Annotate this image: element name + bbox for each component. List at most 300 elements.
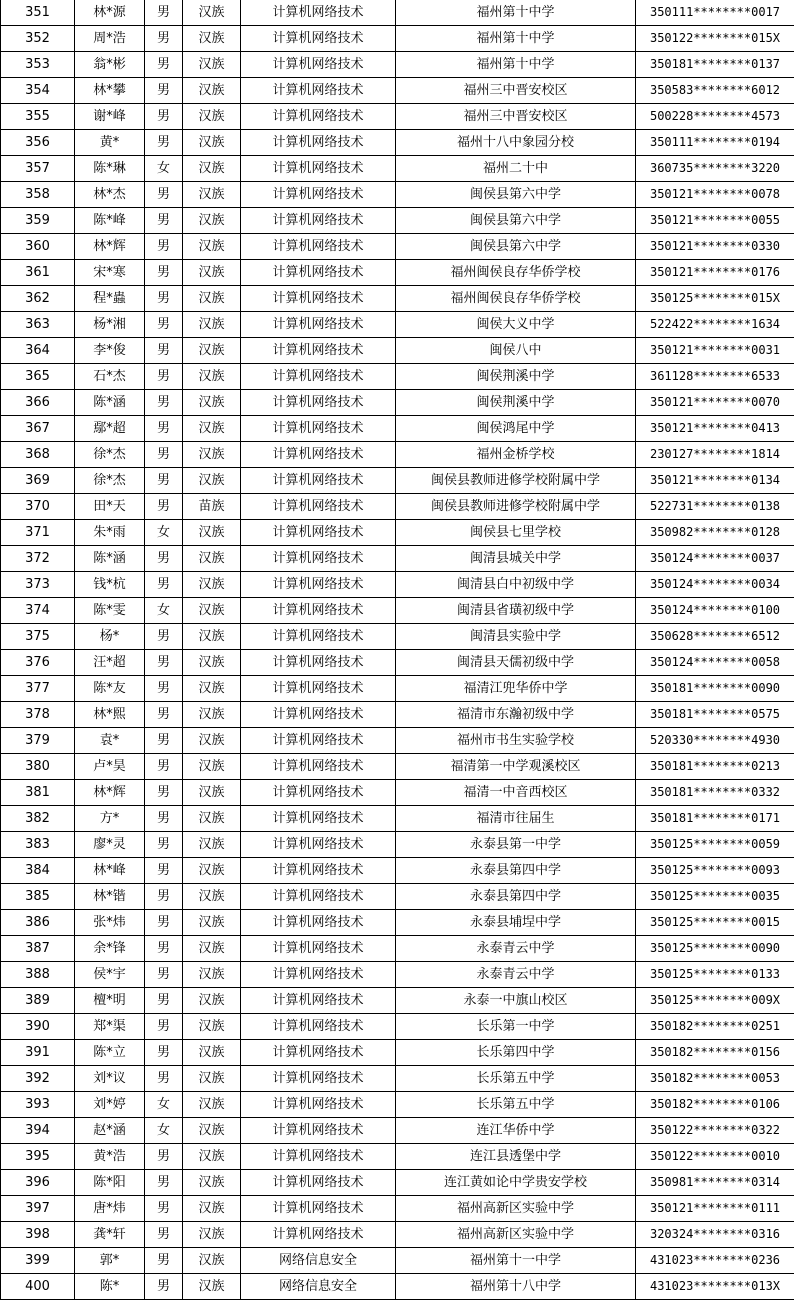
- table-row: [1, 234, 794, 260]
- ethnicity-cell: 汉族: [183, 624, 241, 650]
- gender-cell: 女: [145, 156, 183, 182]
- major-cell: 计算机网络技术: [241, 624, 396, 650]
- major-cell: 计算机网络技术: [241, 1222, 396, 1248]
- row-number-cell: 355: [1, 104, 75, 130]
- school-cell: 闽侯荆溪中学: [396, 364, 636, 390]
- gender-cell: 男: [145, 390, 183, 416]
- table-row: [1, 1118, 794, 1144]
- ethnicity-cell: 汉族: [183, 1274, 241, 1300]
- table-row: [1, 650, 794, 676]
- ethnicity-cell: 汉族: [183, 832, 241, 858]
- major-cell: 网络信息安全: [241, 1274, 396, 1300]
- ethnicity-cell: 汉族: [183, 572, 241, 598]
- id-number-cell: 350121********0111: [636, 1196, 794, 1222]
- major-cell: 计算机网络技术: [241, 286, 396, 312]
- id-number-cell: 350111********0194: [636, 130, 794, 156]
- table-row: [1, 806, 794, 832]
- id-number-cell: 350124********0037: [636, 546, 794, 572]
- id-number-cell: 350125********0015: [636, 910, 794, 936]
- ethnicity-cell: 汉族: [183, 104, 241, 130]
- table-row: [1, 312, 794, 338]
- ethnicity-cell: 汉族: [183, 0, 241, 26]
- ethnicity-cell: 汉族: [183, 676, 241, 702]
- gender-cell: 男: [145, 1014, 183, 1040]
- ethnicity-cell: 汉族: [183, 1144, 241, 1170]
- row-number-cell: 351: [1, 0, 75, 26]
- table-row: [1, 1274, 794, 1300]
- table-row: [1, 728, 794, 754]
- table-row: [1, 156, 794, 182]
- major-cell: 计算机网络技术: [241, 0, 396, 26]
- table-row: [1, 0, 794, 26]
- school-cell: 连江黄如论中学贵安学校: [396, 1170, 636, 1196]
- school-cell: 福州第十八中学: [396, 1274, 636, 1300]
- gender-cell: 男: [145, 104, 183, 130]
- school-cell: 闽清县省璜初级中学: [396, 598, 636, 624]
- student-name-cell: 杨*湘: [75, 312, 145, 338]
- school-cell: 闽清县实验中学: [396, 624, 636, 650]
- row-number-cell: 373: [1, 572, 75, 598]
- student-name-cell: 田*天: [75, 494, 145, 520]
- school-cell: 长乐第五中学: [396, 1066, 636, 1092]
- id-number-cell: 350111********0017: [636, 0, 794, 26]
- table-row: [1, 26, 794, 52]
- major-cell: 计算机网络技术: [241, 104, 396, 130]
- ethnicity-cell: 汉族: [183, 650, 241, 676]
- student-name-cell: 余*锋: [75, 936, 145, 962]
- major-cell: 计算机网络技术: [241, 676, 396, 702]
- student-name-cell: 陈*雯: [75, 598, 145, 624]
- school-cell: 闽侯县第六中学: [396, 234, 636, 260]
- row-number-cell: 375: [1, 624, 75, 650]
- student-name-cell: 侯*宇: [75, 962, 145, 988]
- school-cell: 福州闽侯良存华侨学校: [396, 286, 636, 312]
- id-number-cell: 350125********0093: [636, 858, 794, 884]
- row-number-cell: 366: [1, 390, 75, 416]
- school-cell: 长乐第四中学: [396, 1040, 636, 1066]
- table-row: [1, 754, 794, 780]
- row-number-cell: 374: [1, 598, 75, 624]
- gender-cell: 男: [145, 884, 183, 910]
- gender-cell: 男: [145, 338, 183, 364]
- row-number-cell: 367: [1, 416, 75, 442]
- ethnicity-cell: 汉族: [183, 728, 241, 754]
- gender-cell: 男: [145, 1144, 183, 1170]
- ethnicity-cell: 汉族: [183, 208, 241, 234]
- major-cell: 计算机网络技术: [241, 520, 396, 546]
- gender-cell: 男: [145, 1274, 183, 1300]
- major-cell: 计算机网络技术: [241, 1066, 396, 1092]
- id-number-cell: 350125********009X: [636, 988, 794, 1014]
- gender-cell: 男: [145, 962, 183, 988]
- table-row: [1, 832, 794, 858]
- school-cell: 永泰县第一中学: [396, 832, 636, 858]
- gender-cell: 男: [145, 1222, 183, 1248]
- student-name-cell: 陈*琳: [75, 156, 145, 182]
- table-row: [1, 416, 794, 442]
- major-cell: 计算机网络技术: [241, 234, 396, 260]
- table-row: [1, 208, 794, 234]
- student-name-cell: 陈*立: [75, 1040, 145, 1066]
- major-cell: 计算机网络技术: [241, 546, 396, 572]
- gender-cell: 男: [145, 728, 183, 754]
- table-row: [1, 494, 794, 520]
- row-number-cell: 381: [1, 780, 75, 806]
- row-number-cell: 380: [1, 754, 75, 780]
- major-cell: 计算机网络技术: [241, 650, 396, 676]
- ethnicity-cell: 汉族: [183, 416, 241, 442]
- row-number-cell: 359: [1, 208, 75, 234]
- ethnicity-cell: 汉族: [183, 338, 241, 364]
- id-number-cell: 350181********0332: [636, 780, 794, 806]
- id-number-cell: 431023********013X: [636, 1274, 794, 1300]
- gender-cell: 男: [145, 1248, 183, 1274]
- school-cell: 永泰县第四中学: [396, 858, 636, 884]
- row-number-cell: 386: [1, 910, 75, 936]
- gender-cell: 男: [145, 130, 183, 156]
- major-cell: 计算机网络技术: [241, 1118, 396, 1144]
- id-number-cell: 522731********0138: [636, 494, 794, 520]
- table-row: [1, 52, 794, 78]
- school-cell: 福州金桥学校: [396, 442, 636, 468]
- major-cell: 计算机网络技术: [241, 858, 396, 884]
- id-number-cell: 350182********0106: [636, 1092, 794, 1118]
- ethnicity-cell: 汉族: [183, 468, 241, 494]
- ethnicity-cell: 汉族: [183, 1222, 241, 1248]
- row-number-cell: 388: [1, 962, 75, 988]
- school-cell: 福州高新区实验中学: [396, 1196, 636, 1222]
- table-row: [1, 338, 794, 364]
- major-cell: 计算机网络技术: [241, 728, 396, 754]
- table-row: [1, 1248, 794, 1274]
- major-cell: 计算机网络技术: [241, 260, 396, 286]
- major-cell: 计算机网络技术: [241, 338, 396, 364]
- school-cell: 福州第十中学: [396, 26, 636, 52]
- school-cell: 福州闽侯良存华侨学校: [396, 260, 636, 286]
- student-name-cell: 郭*: [75, 1248, 145, 1274]
- ethnicity-cell: 汉族: [183, 234, 241, 260]
- school-cell: 福清第一中学观溪校区: [396, 754, 636, 780]
- id-number-cell: 350122********015X: [636, 26, 794, 52]
- id-number-cell: 350181********0575: [636, 702, 794, 728]
- table-row: [1, 962, 794, 988]
- id-number-cell: 350583********6012: [636, 78, 794, 104]
- table-row: [1, 702, 794, 728]
- gender-cell: 女: [145, 1118, 183, 1144]
- ethnicity-cell: 汉族: [183, 780, 241, 806]
- id-number-cell: 350121********0055: [636, 208, 794, 234]
- ethnicity-cell: 汉族: [183, 520, 241, 546]
- ethnicity-cell: 汉族: [183, 754, 241, 780]
- student-name-cell: 陈*涵: [75, 390, 145, 416]
- table-row: [1, 988, 794, 1014]
- gender-cell: 男: [145, 780, 183, 806]
- student-name-cell: 檀*明: [75, 988, 145, 1014]
- major-cell: 计算机网络技术: [241, 78, 396, 104]
- school-cell: 闽侯八中: [396, 338, 636, 364]
- row-number-cell: 390: [1, 1014, 75, 1040]
- student-name-cell: 方*: [75, 806, 145, 832]
- gender-cell: 男: [145, 702, 183, 728]
- school-cell: 福州第十中学: [396, 52, 636, 78]
- table-row: [1, 598, 794, 624]
- row-number-cell: 368: [1, 442, 75, 468]
- id-number-cell: 350181********0171: [636, 806, 794, 832]
- gender-cell: 男: [145, 416, 183, 442]
- row-number-cell: 353: [1, 52, 75, 78]
- table-row: [1, 676, 794, 702]
- gender-cell: 男: [145, 0, 183, 26]
- major-cell: 计算机网络技术: [241, 1014, 396, 1040]
- major-cell: 计算机网络技术: [241, 1092, 396, 1118]
- table-row: [1, 624, 794, 650]
- major-cell: 计算机网络技术: [241, 442, 396, 468]
- student-name-cell: 陈*阳: [75, 1170, 145, 1196]
- school-cell: 长乐第一中学: [396, 1014, 636, 1040]
- school-cell: 永泰青云中学: [396, 962, 636, 988]
- student-name-cell: 陈*峰: [75, 208, 145, 234]
- ethnicity-cell: 汉族: [183, 858, 241, 884]
- school-cell: 福清市往届生: [396, 806, 636, 832]
- row-number-cell: 358: [1, 182, 75, 208]
- id-number-cell: 350125********0090: [636, 936, 794, 962]
- major-cell: 计算机网络技术: [241, 26, 396, 52]
- gender-cell: 男: [145, 234, 183, 260]
- id-number-cell: 350125********0035: [636, 884, 794, 910]
- id-number-cell: 361128********6533: [636, 364, 794, 390]
- ethnicity-cell: 汉族: [183, 26, 241, 52]
- row-number-cell: 376: [1, 650, 75, 676]
- ethnicity-cell: 汉族: [183, 1066, 241, 1092]
- id-number-cell: 350121********0413: [636, 416, 794, 442]
- id-number-cell: 350181********0213: [636, 754, 794, 780]
- school-cell: 福州十八中象园分校: [396, 130, 636, 156]
- major-cell: 计算机网络技术: [241, 1170, 396, 1196]
- table-row: [1, 1014, 794, 1040]
- table-row: [1, 1222, 794, 1248]
- school-cell: 闽清县天儒初级中学: [396, 650, 636, 676]
- student-name-cell: 钱*杭: [75, 572, 145, 598]
- school-cell: 闽侯县教师进修学校附属中学: [396, 494, 636, 520]
- id-number-cell: 350124********0034: [636, 572, 794, 598]
- table-row: [1, 130, 794, 156]
- ethnicity-cell: 汉族: [183, 806, 241, 832]
- student-name-cell: 程*蟲: [75, 286, 145, 312]
- student-name-cell: 林*杰: [75, 182, 145, 208]
- school-cell: 闽侯大义中学: [396, 312, 636, 338]
- id-number-cell: 350121********0078: [636, 182, 794, 208]
- ethnicity-cell: 苗族: [183, 494, 241, 520]
- major-cell: 计算机网络技术: [241, 572, 396, 598]
- student-name-cell: 林*峰: [75, 858, 145, 884]
- gender-cell: 男: [145, 910, 183, 936]
- row-number-cell: 354: [1, 78, 75, 104]
- gender-cell: 男: [145, 546, 183, 572]
- school-cell: 福州三中晋安校区: [396, 78, 636, 104]
- major-cell: 计算机网络技术: [241, 1144, 396, 1170]
- gender-cell: 男: [145, 1040, 183, 1066]
- gender-cell: 男: [145, 754, 183, 780]
- school-cell: 连江华侨中学: [396, 1118, 636, 1144]
- gender-cell: 女: [145, 520, 183, 546]
- ethnicity-cell: 汉族: [183, 884, 241, 910]
- row-number-cell: 356: [1, 130, 75, 156]
- school-cell: 闽清县城关中学: [396, 546, 636, 572]
- major-cell: 计算机网络技术: [241, 156, 396, 182]
- id-number-cell: 350181********0137: [636, 52, 794, 78]
- table-row: [1, 1196, 794, 1222]
- table-row: [1, 858, 794, 884]
- id-number-cell: 320324********0316: [636, 1222, 794, 1248]
- student-name-cell: 石*杰: [75, 364, 145, 390]
- ethnicity-cell: 汉族: [183, 546, 241, 572]
- row-number-cell: 362: [1, 286, 75, 312]
- ethnicity-cell: 汉族: [183, 702, 241, 728]
- major-cell: 计算机网络技术: [241, 364, 396, 390]
- gender-cell: 男: [145, 624, 183, 650]
- school-cell: 福州第十中学: [396, 0, 636, 26]
- major-cell: 计算机网络技术: [241, 1196, 396, 1222]
- major-cell: 计算机网络技术: [241, 988, 396, 1014]
- major-cell: 计算机网络技术: [241, 390, 396, 416]
- ethnicity-cell: 汉族: [183, 598, 241, 624]
- gender-cell: 女: [145, 1092, 183, 1118]
- id-number-cell: 350182********0156: [636, 1040, 794, 1066]
- table-row: [1, 546, 794, 572]
- id-number-cell: 431023********0236: [636, 1248, 794, 1274]
- student-name-cell: 廖*灵: [75, 832, 145, 858]
- school-cell: 闽侯县第六中学: [396, 208, 636, 234]
- student-name-cell: 翁*彬: [75, 52, 145, 78]
- table-row: [1, 260, 794, 286]
- major-cell: 计算机网络技术: [241, 754, 396, 780]
- row-number-cell: 372: [1, 546, 75, 572]
- major-cell: 计算机网络技术: [241, 962, 396, 988]
- table-row: [1, 1144, 794, 1170]
- gender-cell: 男: [145, 572, 183, 598]
- student-name-cell: 陈*涵: [75, 546, 145, 572]
- row-number-cell: 383: [1, 832, 75, 858]
- row-number-cell: 393: [1, 1092, 75, 1118]
- ethnicity-cell: 汉族: [183, 1092, 241, 1118]
- major-cell: 计算机网络技术: [241, 416, 396, 442]
- school-cell: 长乐第五中学: [396, 1092, 636, 1118]
- student-name-cell: 刘*婷: [75, 1092, 145, 1118]
- student-name-cell: 袁*: [75, 728, 145, 754]
- student-name-cell: 龚*轩: [75, 1222, 145, 1248]
- gender-cell: 男: [145, 78, 183, 104]
- table-row: [1, 364, 794, 390]
- row-number-cell: 364: [1, 338, 75, 364]
- ethnicity-cell: 汉族: [183, 442, 241, 468]
- school-cell: 永泰县埔埕中学: [396, 910, 636, 936]
- school-cell: 闽清县白中初级中学: [396, 572, 636, 598]
- ethnicity-cell: 汉族: [183, 1118, 241, 1144]
- major-cell: 计算机网络技术: [241, 312, 396, 338]
- id-number-cell: 350124********0100: [636, 598, 794, 624]
- row-number-cell: 384: [1, 858, 75, 884]
- row-number-cell: 365: [1, 364, 75, 390]
- table-row: [1, 884, 794, 910]
- student-name-cell: 徐*杰: [75, 442, 145, 468]
- gender-cell: 女: [145, 598, 183, 624]
- student-name-cell: 张*炜: [75, 910, 145, 936]
- gender-cell: 男: [145, 858, 183, 884]
- major-cell: 计算机网络技术: [241, 702, 396, 728]
- major-cell: 计算机网络技术: [241, 130, 396, 156]
- major-cell: 计算机网络技术: [241, 780, 396, 806]
- ethnicity-cell: 汉族: [183, 1196, 241, 1222]
- major-cell: 计算机网络技术: [241, 832, 396, 858]
- student-name-cell: 刘*议: [75, 1066, 145, 1092]
- ethnicity-cell: 汉族: [183, 312, 241, 338]
- ethnicity-cell: 汉族: [183, 910, 241, 936]
- school-cell: 福州二十中: [396, 156, 636, 182]
- gender-cell: 男: [145, 286, 183, 312]
- ethnicity-cell: 汉族: [183, 286, 241, 312]
- ethnicity-cell: 汉族: [183, 52, 241, 78]
- ethnicity-cell: 汉族: [183, 1014, 241, 1040]
- id-number-cell: 350182********0251: [636, 1014, 794, 1040]
- student-name-cell: 陈*: [75, 1274, 145, 1300]
- major-cell: 计算机网络技术: [241, 598, 396, 624]
- ethnicity-cell: 汉族: [183, 364, 241, 390]
- row-number-cell: 352: [1, 26, 75, 52]
- gender-cell: 男: [145, 650, 183, 676]
- school-cell: 福清江兜华侨中学: [396, 676, 636, 702]
- gender-cell: 男: [145, 208, 183, 234]
- ethnicity-cell: 汉族: [183, 156, 241, 182]
- ethnicity-cell: 汉族: [183, 1248, 241, 1274]
- school-cell: 福州三中晋安校区: [396, 104, 636, 130]
- row-number-cell: 391: [1, 1040, 75, 1066]
- major-cell: 计算机网络技术: [241, 884, 396, 910]
- row-number-cell: 394: [1, 1118, 75, 1144]
- id-number-cell: 350122********0010: [636, 1144, 794, 1170]
- major-cell: 计算机网络技术: [241, 52, 396, 78]
- student-name-cell: 林*攀: [75, 78, 145, 104]
- gender-cell: 男: [145, 260, 183, 286]
- row-number-cell: 379: [1, 728, 75, 754]
- school-cell: 闽侯鸿尾中学: [396, 416, 636, 442]
- student-name-cell: 李*俊: [75, 338, 145, 364]
- table-row: [1, 182, 794, 208]
- school-cell: 福州第十一中学: [396, 1248, 636, 1274]
- student-name-cell: 卢*昊: [75, 754, 145, 780]
- student-name-cell: 鄢*超: [75, 416, 145, 442]
- major-cell: 计算机网络技术: [241, 494, 396, 520]
- row-number-cell: 370: [1, 494, 75, 520]
- major-cell: 计算机网络技术: [241, 936, 396, 962]
- row-number-cell: 357: [1, 156, 75, 182]
- id-number-cell: 350125********015X: [636, 286, 794, 312]
- table-row: [1, 936, 794, 962]
- id-number-cell: 350121********0134: [636, 468, 794, 494]
- gender-cell: 男: [145, 806, 183, 832]
- table-row: [1, 520, 794, 546]
- table-row: [1, 468, 794, 494]
- gender-cell: 男: [145, 1170, 183, 1196]
- id-number-cell: 230127********1814: [636, 442, 794, 468]
- student-name-cell: 林*锴: [75, 884, 145, 910]
- gender-cell: 男: [145, 364, 183, 390]
- ethnicity-cell: 汉族: [183, 390, 241, 416]
- school-cell: 永泰青云中学: [396, 936, 636, 962]
- student-name-cell: 宋*寒: [75, 260, 145, 286]
- school-cell: 福清一中音西校区: [396, 780, 636, 806]
- table-body: [1, 0, 794, 1300]
- student-name-cell: 唐*炜: [75, 1196, 145, 1222]
